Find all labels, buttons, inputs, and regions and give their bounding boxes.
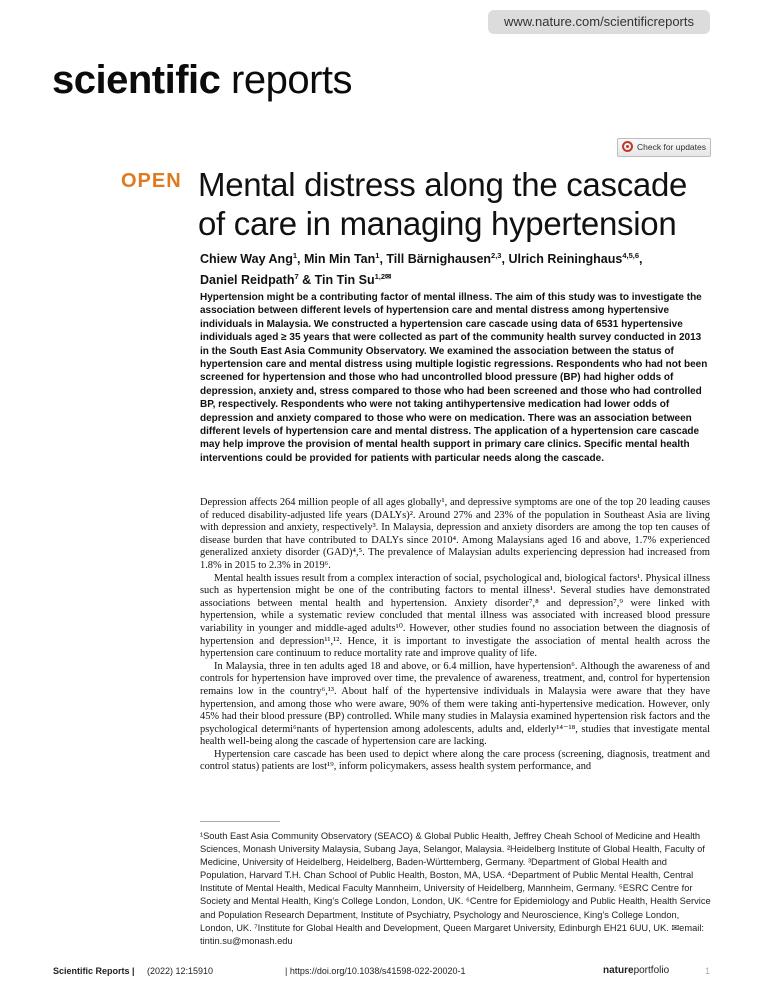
- open-access-label: OPEN: [121, 170, 182, 192]
- body-text: [200, 497, 710, 774]
- body-paragraph: In Malaysia, three in ten adults aged 18 and above, or 6.4 million, have hypertension⁶. Although the awareness of and controls for hypertension have improved over time, the prevalence of awareness, treatment, and, control for hypertension remains low in the country⁶,¹³. About half of the hypertensive individuals in Malaysia were aware that they have hypertension, and among those who were aware, 90% of them were taking anti-hypertensive medication. However, only 45% had their blood pressure (BP) controlled. While many studies in Malaysia examined hypertension risk factors and the psychological determi⁶nants of hypertension among adolescents, adults and, elderly¹⁴⁻¹⁸, studies that investigate mental health well-being along the cascade of hypertension care are lacking.: [200, 660, 710, 748]
- publisher-bold: nature: [603, 965, 634, 976]
- body-paragraph: Hypertension care cascade has been used to depict where along the care process (screening, diagnosis, treatment and control status) patients are lost¹⁹, inform policymakers, assess health system performance, and: [200, 748, 710, 773]
- journal-name-light: reports: [231, 58, 353, 102]
- author-affiliation: 1: [292, 251, 298, 260]
- footer-journal: Scientific Reports |: [53, 966, 135, 976]
- author-affiliation: 1: [375, 251, 380, 260]
- update-icon: [622, 141, 633, 152]
- affiliations: ¹South East Asia Community Observatory (SEACO) & Global Public Health, Jeffrey Cheah School of Medicine and Health Sciences, Monash University Malaysia, Subang Jaya, Selangor, Malaysia. ²Heidelberg Institute of Global Health, Faculty of Medicine, University of Heidelberg, Heidelberg, Baden-Württemberg, Germany. ³Department of Global Health and Population, Harvard T.H. Chan School of Public Health, Boston, MA, USA. ⁴Department of Public Mental Health, Central Institute of Mental Health, Medical Faculty Mannheim, University of Heidelberg, Mannheim, Germany. ⁵ESRC Centre for Society and Mental Health, King’s College London, London, UK. ⁶Centre for Epidemiology and Public Health, Health Service and Population Research Department, Institute of Psychiatry, Psychology and Neuroscience, King’s College London, London, UK. ⁷Institute for Global Health and Development, Queen Margaret University, Edinburgh EH21 6UU, UK. ✉email: tintin.su@monash.edu: [200, 831, 711, 946]
- abstract: Hypertension might be a contributing factor of mental illness. The aim of this study was to investigate the association between different levels of hypertension care and mental distress among hypertensive individuals in Malaysia. We constructed a hypertension care cascade using data of 6531 hypertensive individuals aged ≥ 35 years that were collected as part of the community health survey conducted in 2013 in the South East Asia Community Observatory. We examined the association between the status of hypertension care and mental distress using multiple logistic regressions. Respondents who had not been screened for hypertension and those who had uncontrolled blood pressure (BP) had higher odds of depression, anxiety and, stress compared to those who had been screened and those who had controlled BP, respectively. Respondents who were not taking antihypertensive medication had lower odds of depression and anxiety compared to those who were on medication. There was an association between different levels of hypertension care and mental distress. The application of a hypertension care cascade may help improve the provision of mental health support in primary care clinics. Specific mental health interventions could be provided for patients with particular needs along the cascade.: [200, 292, 708, 464]
- publisher-logo: [603, 965, 669, 976]
- author-separator: ,: [297, 252, 304, 267]
- check-for-updates-button[interactable]: [617, 138, 711, 157]
- publisher-light: portfolio: [633, 965, 670, 976]
- check-updates-label: Check for updates: [637, 142, 706, 152]
- author-name[interactable]: Till Bärnighausen: [386, 252, 492, 267]
- author-affiliation: 4,5,6: [622, 251, 640, 260]
- author-name[interactable]: Min Min Tan: [303, 252, 376, 267]
- author-affiliation: 2,3: [491, 251, 502, 260]
- author-name[interactable]: Tin Tin Su: [314, 273, 375, 288]
- journal-url[interactable]: www.nature.com/scientificreports: [488, 10, 710, 34]
- author-name[interactable]: Chiew Way Ang: [200, 252, 293, 267]
- author-name[interactable]: Daniel Reidpath: [200, 273, 295, 288]
- journal-name-bold: scientific: [52, 58, 221, 102]
- author-name[interactable]: Ulrich Reininghaus: [508, 252, 623, 267]
- body-paragraph: Depression affects 264 million people of all ages globally¹, and depressive symptoms are one of the top 20 leading causes of reduced disability-adjusted life years (DALYs)². Around 27% and 23% of the population in Southeast Asia are living with depression and anxiety, respectively³. In Malaysia, depression and anxiety disorders are among the top ten causes of disease burden that have contributed to DALYs since 2010⁴. Among Malaysians aged 16 and above, 1.7% experienced generalized anxiety disorder (GAD)⁴,⁵. The prevalence of Malaysian adults experiencing depression had increased from 1.8% in 2015 to 2.3% in 2019⁶.: [200, 497, 710, 571]
- footer-doi[interactable]: | https://doi.org/10.1038/s41598-022-20020-1: [285, 966, 466, 976]
- author-affiliation: 1,2✉: [374, 272, 392, 282]
- author-affiliation: 7: [294, 272, 299, 282]
- author-separator: ,: [501, 252, 509, 267]
- body-paragraph: Mental health issues result from a complex interaction of social, psychological and, biological factors¹. Physical illness such as hypertension might be one of the contributing factors to mental illness¹. Several studies have demonstrated associations between mental health and hypertension. Anxiety disorder⁷,⁸ and depression⁷,⁹ were linked with hypertension, while a systematic review concluded that mental illness was associated with increased blood pressure variability in younger and middle-aged adults¹⁰. However, other studies found no association between the diagnosis of hypertension and depression¹¹,¹². Hence, it is important to investigate the association of mental health across the hypertension care continuum to reduce mortality rate and improve quality of life.: [200, 572, 710, 660]
- author-list: [200, 247, 720, 289]
- article-title: Mental distress along the cascade of care in managing hypertension: [198, 166, 688, 242]
- journal-logo: [52, 58, 352, 103]
- page-number: 1: [705, 966, 711, 976]
- affiliation-divider: [200, 821, 280, 822]
- author-separator: ,: [639, 252, 643, 267]
- author-separator: ,: [379, 252, 387, 267]
- author-separator: &: [298, 273, 315, 288]
- footer-volume: (2022) 12:15910: [147, 966, 214, 976]
